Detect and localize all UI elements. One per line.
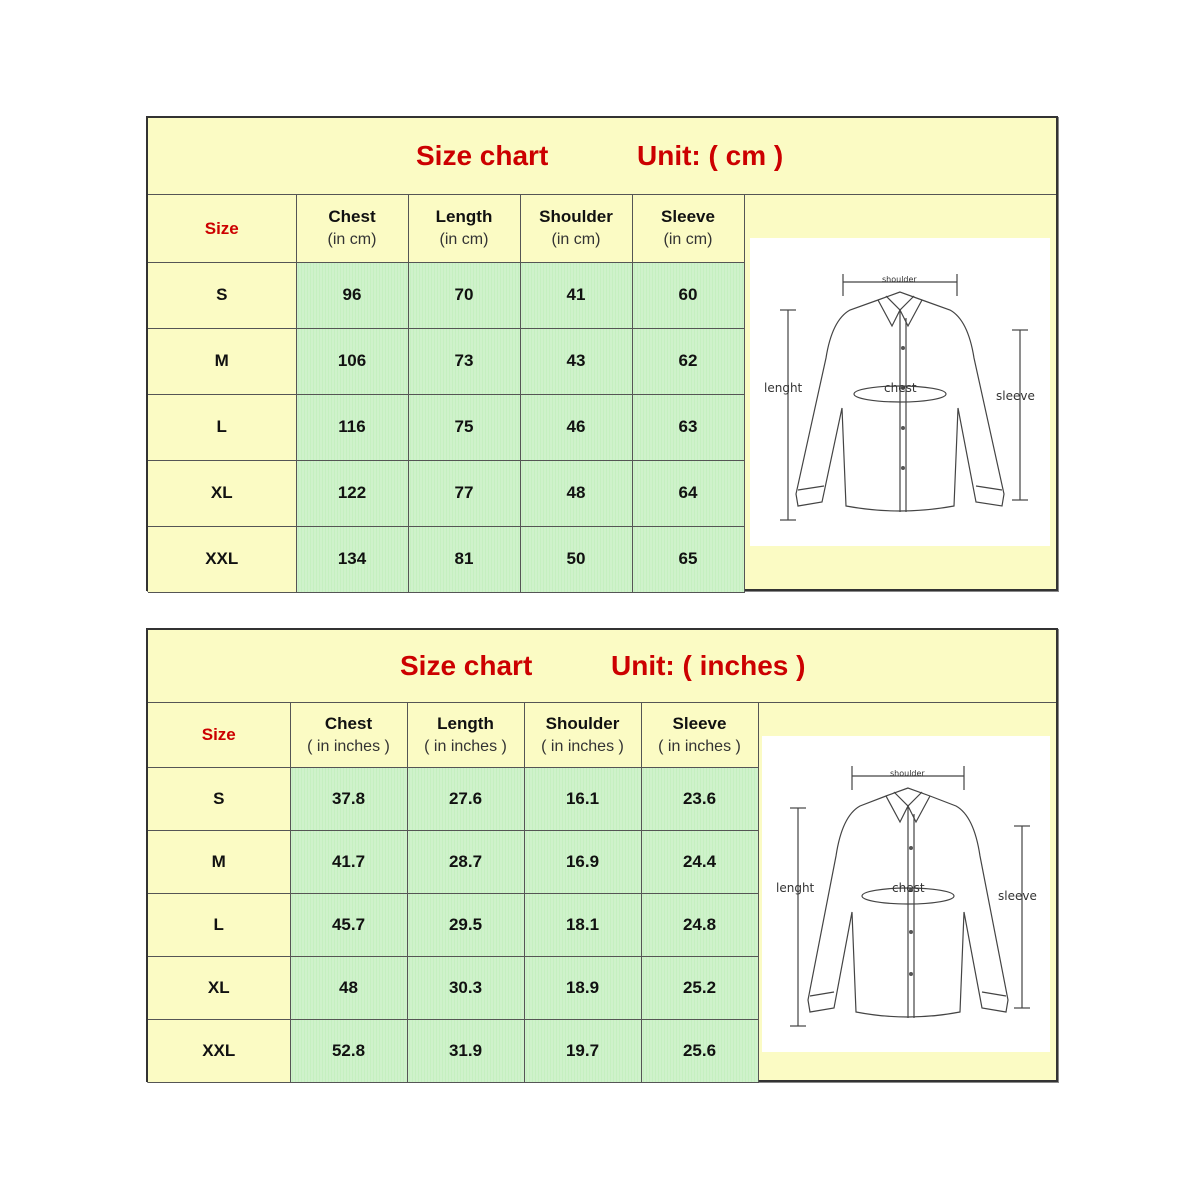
size-table-inches — [148, 703, 759, 1083]
shoulder-value: 43 — [520, 328, 632, 394]
sleeve-value: 25.6 — [641, 1019, 758, 1082]
sleeve-value: 65 — [632, 526, 744, 592]
length-value: 27.6 — [407, 767, 524, 830]
table-row — [148, 830, 758, 893]
shirt-illustration — [750, 238, 1050, 546]
table-row — [148, 526, 744, 592]
length-value: 77 — [408, 460, 520, 526]
length-value: 73 — [408, 328, 520, 394]
length-value: 81 — [408, 526, 520, 592]
shoulder-column-header — [524, 703, 641, 767]
sleeve-value: 23.6 — [641, 767, 758, 830]
size-cell: S — [148, 262, 296, 328]
length-column-header — [407, 703, 524, 767]
column-unit: ( in inches ) — [307, 737, 390, 755]
size-cell: L — [148, 394, 296, 460]
sleeve-column-header — [632, 195, 744, 262]
size-cell: L — [148, 893, 290, 956]
shirt-measurement-diagram — [762, 736, 1050, 1052]
size-cell: M — [148, 328, 296, 394]
length-value: 70 — [408, 262, 520, 328]
length-value: 75 — [408, 394, 520, 460]
sleeve-value: 62 — [632, 328, 744, 394]
shoulder-value: 46 — [520, 394, 632, 460]
chest-value: 37.8 — [290, 767, 407, 830]
chest-value: 106 — [296, 328, 408, 394]
chest-value: 122 — [296, 460, 408, 526]
table-header-row — [148, 195, 744, 262]
chart-title-bar — [148, 630, 1056, 703]
shoulder-value: 48 — [520, 460, 632, 526]
chart-unit-label: Unit: ( cm ) — [637, 140, 784, 171]
chest-value: 52.8 — [290, 1019, 407, 1082]
size-column-header: Size — [148, 703, 290, 767]
chest-value: 41.7 — [290, 830, 407, 893]
sleeve-value: 64 — [632, 460, 744, 526]
table-row — [148, 262, 744, 328]
diagram-label-length: lenght — [776, 881, 815, 895]
chest-value: 48 — [290, 956, 407, 1019]
size-cell: XXL — [148, 526, 296, 592]
chart-title: Size chart — [400, 650, 533, 681]
shoulder-value: 50 — [520, 526, 632, 592]
table-row — [148, 956, 758, 1019]
column-name: Shoulder — [539, 207, 613, 227]
table-header-row — [148, 703, 758, 767]
table-row — [148, 767, 758, 830]
sleeve-value: 24.8 — [641, 893, 758, 956]
column-unit: (in cm) — [663, 231, 713, 249]
size-column-header: Size — [148, 195, 296, 262]
shoulder-column-header — [520, 195, 632, 262]
diagram-label-sleeve: sleeve — [996, 389, 1035, 403]
shoulder-value: 16.1 — [524, 767, 641, 830]
chart-title-bar — [148, 118, 1056, 195]
table-row — [148, 893, 758, 956]
column-unit: (in cm) — [439, 231, 489, 249]
table-row — [148, 394, 744, 460]
length-value: 29.5 — [407, 893, 524, 956]
chest-column-header — [290, 703, 407, 767]
chest-value: 116 — [296, 394, 408, 460]
column-unit: (in cm) — [327, 231, 377, 249]
diagram-label-shoulder: shoulder — [890, 769, 925, 778]
shoulder-value: 16.9 — [524, 830, 641, 893]
table-row — [148, 328, 744, 394]
shirt-illustration — [762, 736, 1050, 1052]
sleeve-value: 63 — [632, 394, 744, 460]
diagram-label-sleeve: sleeve — [998, 889, 1037, 903]
length-value: 28.7 — [407, 830, 524, 893]
size-cell: XXL — [148, 1019, 290, 1082]
column-unit: ( in inches ) — [541, 737, 624, 755]
diagram-label-chest: chest — [892, 881, 925, 895]
column-name: Chest — [324, 713, 373, 733]
column-unit: (in cm) — [551, 231, 601, 249]
column-name: Length — [435, 207, 493, 227]
chest-value: 45.7 — [290, 893, 407, 956]
column-name: Length — [437, 713, 494, 733]
size-cell: M — [148, 830, 290, 893]
length-value: 30.3 — [407, 956, 524, 1019]
column-name: Sleeve — [661, 207, 715, 227]
shoulder-value: 18.9 — [524, 956, 641, 1019]
column-unit: ( in inches ) — [658, 737, 741, 755]
diagram-label-chest: chest — [884, 381, 917, 395]
size-cell: XL — [148, 460, 296, 526]
diagram-label-length: lenght — [764, 381, 803, 395]
size-chart-inches — [146, 628, 1058, 1082]
chart-unit-label: Unit: ( inches ) — [611, 650, 806, 681]
size-chart-cm — [146, 116, 1058, 591]
size-cell: S — [148, 767, 290, 830]
column-name: Sleeve — [672, 713, 727, 733]
size-table-cm — [148, 195, 745, 593]
column-name: Shoulder — [545, 713, 620, 733]
table-row — [148, 1019, 758, 1082]
shoulder-value: 18.1 — [524, 893, 641, 956]
shoulder-value: 19.7 — [524, 1019, 641, 1082]
sleeve-value: 60 — [632, 262, 744, 328]
length-value: 31.9 — [407, 1019, 524, 1082]
chart-title: Size chart — [416, 140, 549, 171]
diagram-label-shoulder: shoulder — [882, 275, 917, 284]
chest-value: 96 — [296, 262, 408, 328]
shirt-measurement-diagram — [750, 238, 1050, 546]
column-unit: ( in inches ) — [424, 737, 507, 755]
size-cell: XL — [148, 956, 290, 1019]
chest-column-header — [296, 195, 408, 262]
length-column-header — [408, 195, 520, 262]
column-name: Chest — [328, 207, 376, 227]
chest-value: 134 — [296, 526, 408, 592]
shoulder-value: 41 — [520, 262, 632, 328]
sleeve-value: 24.4 — [641, 830, 758, 893]
sleeve-column-header — [641, 703, 758, 767]
table-row — [148, 460, 744, 526]
sleeve-value: 25.2 — [641, 956, 758, 1019]
